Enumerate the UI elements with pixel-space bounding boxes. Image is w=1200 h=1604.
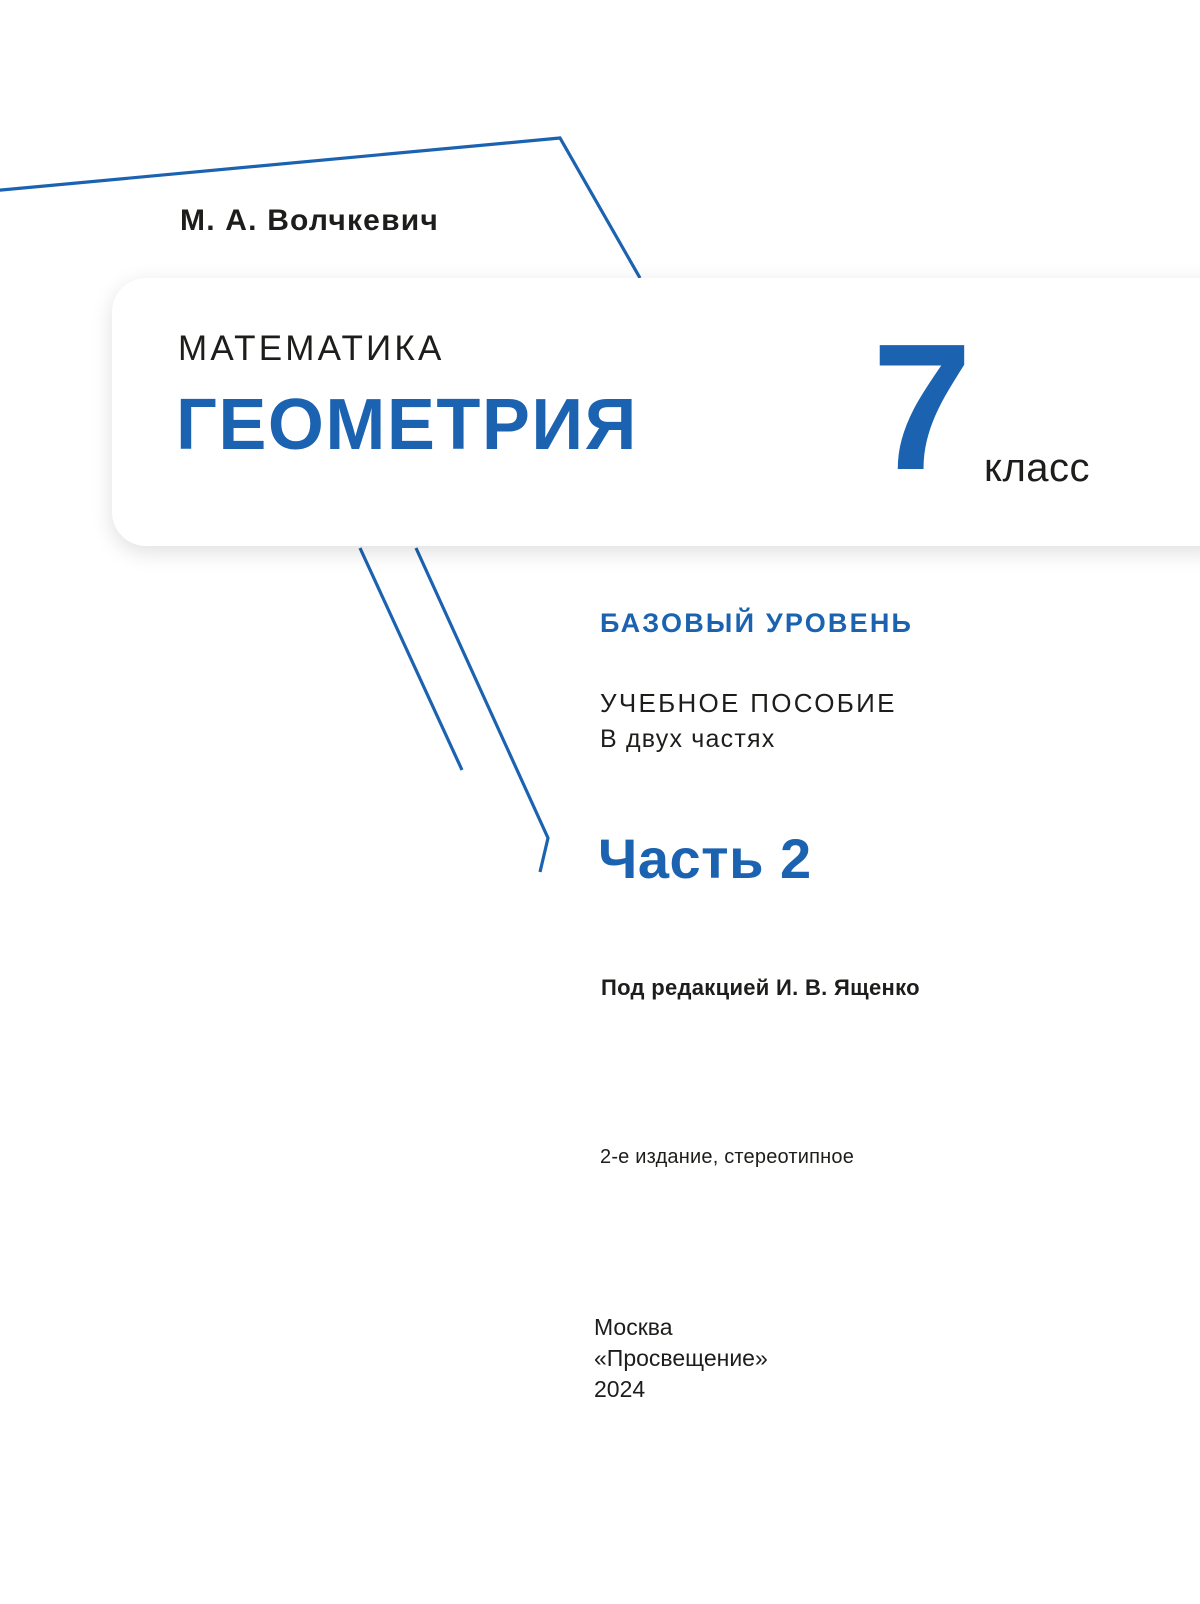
part-number: Часть 2: [598, 827, 812, 890]
parts-note: В двух частях: [600, 725, 776, 753]
manual-type-label: УЧЕБНОЕ ПОСОБИЕ: [600, 688, 897, 718]
title-card: [112, 278, 1200, 546]
editor-credit: Под редакцией И. В. Ященко: [601, 975, 920, 1000]
grade-number: 7: [872, 307, 969, 508]
level-label: БАЗОВЫЙ УРОВЕНЬ: [600, 608, 914, 638]
subject-label: МАТЕМАТИКА: [178, 329, 445, 368]
imprint: [594, 1312, 768, 1405]
page-title: ГЕОМЕТРИЯ: [176, 385, 638, 465]
author-name: М. А. Волчкевич: [180, 204, 439, 237]
edition-note: 2-е издание, стереотипное: [600, 1146, 855, 1168]
imprint-publisher: «Просвещение»: [594, 1345, 768, 1371]
grade-word: класс: [984, 446, 1091, 490]
imprint-city: Москва: [594, 1314, 673, 1340]
imprint-year: 2024: [594, 1376, 646, 1402]
